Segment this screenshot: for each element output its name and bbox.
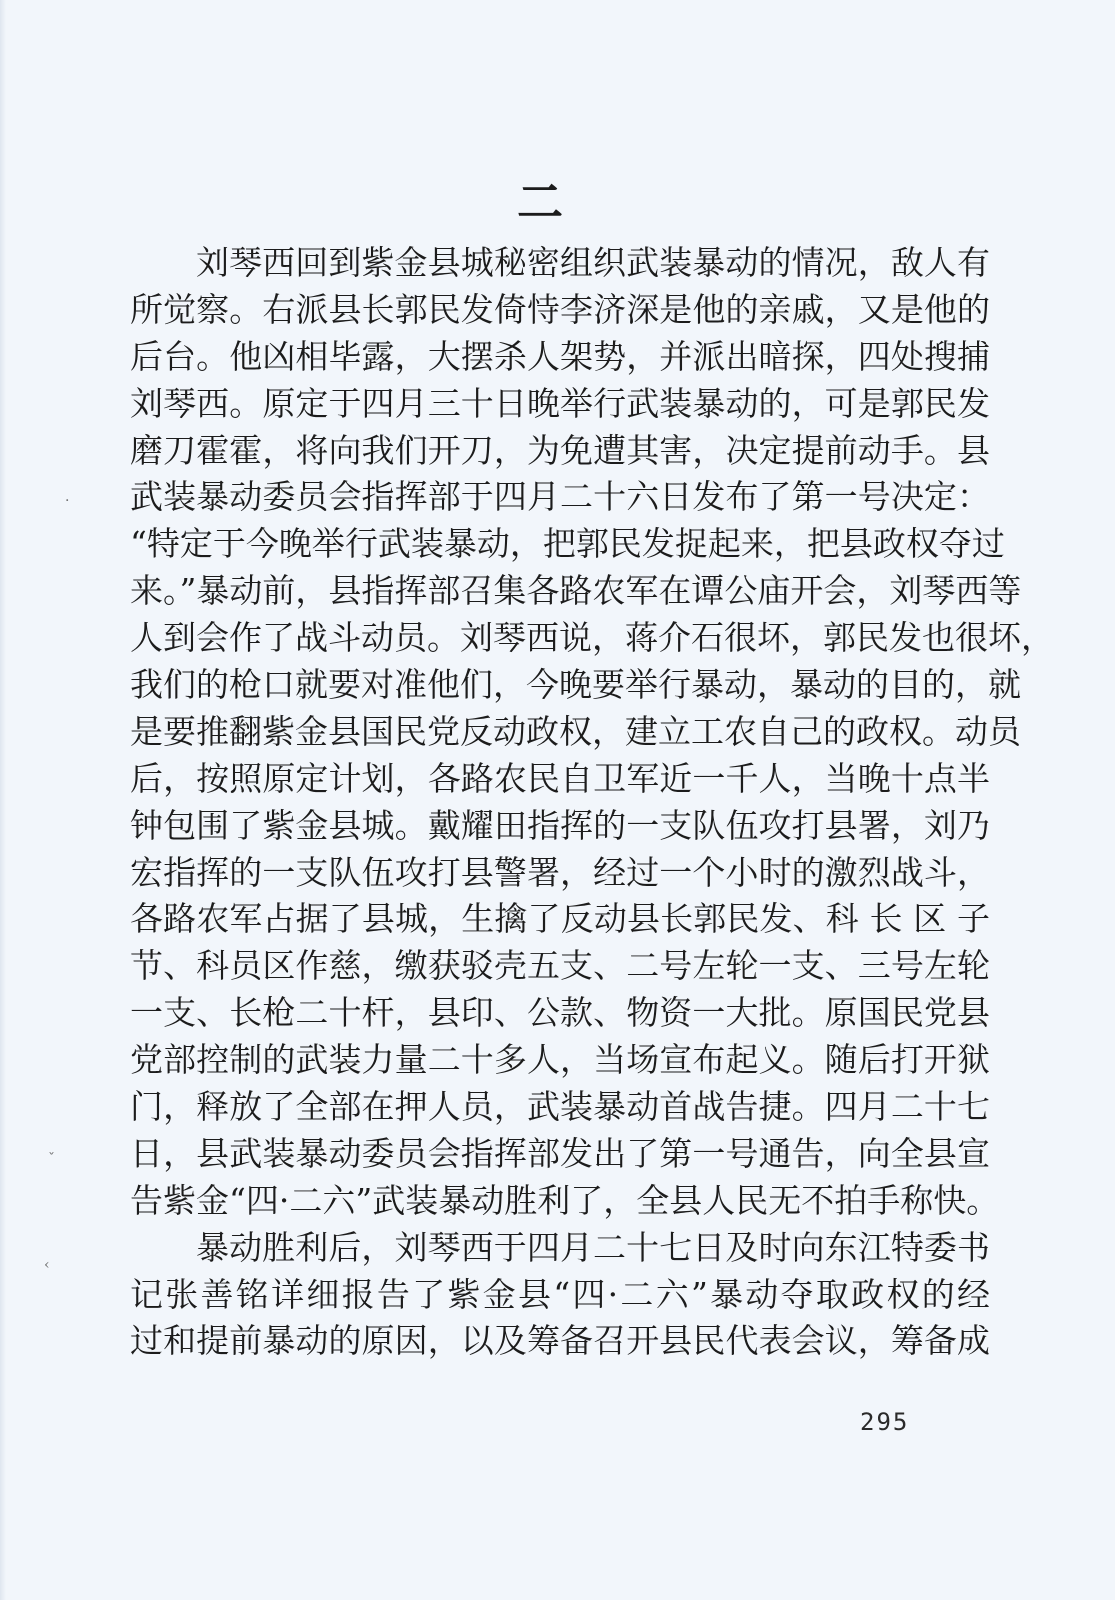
scan-speck-mark: ˇ bbox=[48, 1151, 55, 1167]
paragraph-2-line-2: 记张善铭详细报告了紫金县“四·二六”暴动夺取政权的经 bbox=[130, 1274, 990, 1314]
paragraph-1-line-19: 门，释放了全部在押人员，武装暴动首战告捷。四月二十七 bbox=[130, 1087, 990, 1127]
paragraph-1-line-15: 各路农军占据了县城，生擒了反动县长郭民发、科 长 区 子 bbox=[130, 899, 990, 939]
paragraph-2-line-1: 暴动胜利后，刘琴西于四月二十七日及时向东江特委书 bbox=[196, 1227, 990, 1267]
scan-speck-mark: ‹ bbox=[44, 1257, 50, 1273]
paragraph-1-line-21: 告紫金“四·二六”武装暴动胜利了，全县人民无不拍手称快。 bbox=[130, 1180, 1000, 1220]
paragraph-1-line-5: 磨刀霍霍，将向我们开刀，为免遭其害，决定提前动手。县 bbox=[130, 430, 990, 470]
paragraph-1-line-11: 是要推翻紫金县国民党反动政权，建立工农自己的政权。动员 bbox=[130, 711, 1021, 751]
paragraph-1-line-13: 钟包围了紫金县城。戴耀田指挥的一支队伍攻打县署，刘乃 bbox=[130, 805, 990, 845]
paragraph-1-line-10: 我们的枪口就要对准他们，今晚要举行暴动，暴动的目的，就 bbox=[130, 665, 1021, 705]
paragraph-1-line-14: 宏指挥的一支队伍攻打县警署，经过一个小时的激烈战斗， bbox=[130, 852, 990, 892]
paragraph-1-line-17: 一支、长枪二十杆，县印、公款、物资一大批。原国民党县 bbox=[130, 993, 990, 1033]
scan-speck-mark: · bbox=[65, 493, 70, 509]
body-text bbox=[130, 240, 1054, 1365]
section-number-heading: 二 bbox=[517, 175, 563, 229]
paragraph-2-line-3: 过和提前暴动的原因，以及筹备召开县民代表会议，筹备成 bbox=[130, 1321, 990, 1361]
paragraph-1-line-12: 后，按照原定计划，各路农民自卫军近一千人，当晚十点半 bbox=[130, 758, 990, 798]
paragraph-1-line-4: 刘琴西。原定于四月三十日晚举行武装暴动的，可是郭民发 bbox=[130, 383, 990, 423]
paragraph-1-line-1: 刘琴西回到紫金县城秘密组织武装暴动的情况，敌人有 bbox=[196, 243, 990, 282]
paragraph-1-line-18: 党部控制的武装力量二十多人，当场宣布起义。随后打开狱 bbox=[130, 1040, 990, 1080]
paragraph-1-line-20: 日，县武装暴动委员会指挥部发出了第一号通告，向全县宣 bbox=[130, 1133, 990, 1173]
paragraph-1-line-2: 所觉察。右派县长郭民发倚恃李济深是他的亲戚，又是他的 bbox=[130, 289, 990, 329]
page-number: 295 bbox=[860, 1408, 910, 1436]
paragraph-1-line-6: 武装暴动委员会指挥部于四月二十六日发布了第一号决定： bbox=[130, 477, 990, 517]
paragraph-1-line-8: 来。”暴动前，县指挥部召集各路农军在谭公庙开会，刘琴西等 bbox=[130, 571, 1022, 611]
paragraph-1-line-3: 后台。他凶相毕露，大摆杀人架势，并派出暗探，四处搜捕 bbox=[130, 336, 990, 376]
paragraph-1-line-7: “特定于今晚举行武装暴动，把郭民发捉起来，把县政权夺过 bbox=[130, 524, 1005, 564]
paragraph-1-line-9: 人到会作了战斗动员。刘琴西说，蒋介石很坏，郭民发也很坏， bbox=[130, 618, 1054, 658]
page-left-edge-shadow bbox=[0, 0, 6, 1600]
paragraph-1-line-16: 节、科员区作慈，缴获驳壳五支、二号左轮一支、三号左轮 bbox=[130, 946, 990, 986]
